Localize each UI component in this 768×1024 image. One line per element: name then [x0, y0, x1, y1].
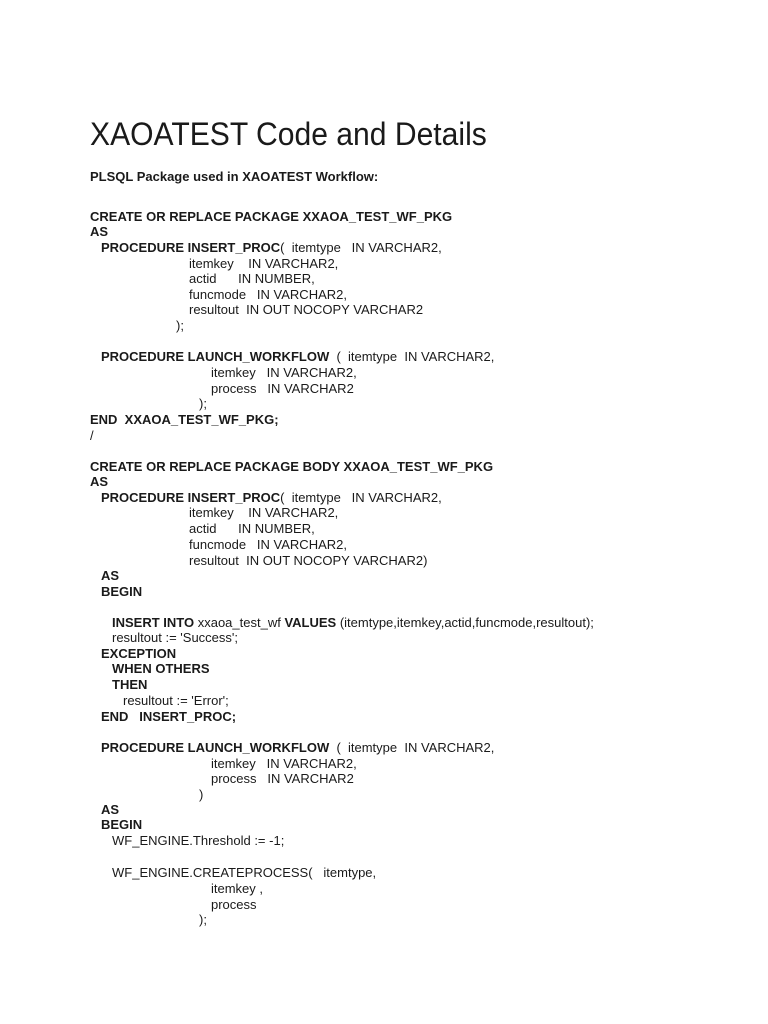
code-line — [189, 287, 347, 303]
code-line — [101, 709, 236, 725]
code-text: process IN VARCHAR2 — [211, 381, 354, 396]
code-keyword: BEGIN — [101, 817, 143, 832]
code-line — [101, 349, 494, 365]
code-text: funcmode IN VARCHAR2, — [189, 287, 347, 302]
code-keyword: PROCEDURE INSERT_PROC — [101, 240, 281, 255]
code-keyword: WHEN OTHERS — [112, 661, 210, 676]
code-line — [211, 365, 357, 381]
code-text: process — [211, 897, 257, 912]
code-line — [101, 584, 142, 600]
code-line — [112, 833, 284, 849]
code-text: ( itemtype IN VARCHAR2, — [329, 740, 495, 755]
code-text: actid IN NUMBER, — [189, 521, 315, 536]
code-line — [112, 630, 238, 646]
code-line — [101, 817, 142, 833]
document-subtitle: PLSQL Package used in XAOATEST Workflow: — [90, 169, 379, 184]
code-line — [112, 615, 594, 631]
code-line — [176, 318, 184, 334]
code-keyword: PROCEDURE INSERT_PROC — [101, 490, 281, 505]
code-line — [101, 802, 119, 818]
code-keyword: AS — [90, 474, 109, 489]
code-text: itemkey IN VARCHAR2, — [189, 505, 339, 520]
code-line — [101, 646, 176, 662]
code-text: resultout := 'Error'; — [123, 693, 229, 708]
code-text: resultout := 'Success'; — [112, 630, 238, 645]
code-text: process IN VARCHAR2 — [211, 771, 354, 786]
code-text: (itemtype,itemkey,actid,funcmode,resultout); — [336, 615, 594, 630]
code-keyword: BEGIN — [101, 584, 143, 599]
code-line — [199, 396, 207, 412]
code-keyword: AS — [101, 802, 120, 817]
code-keyword: AS — [90, 224, 109, 239]
code-text: ); — [199, 912, 207, 927]
code-line — [189, 537, 347, 553]
code-text: resultout IN OUT NOCOPY VARCHAR2) — [189, 553, 428, 568]
code-line — [189, 302, 423, 318]
code-line — [189, 505, 338, 521]
code-keyword: EXCEPTION — [101, 646, 177, 661]
code-keyword: END INSERT_PROC; — [101, 709, 237, 724]
code-line — [189, 553, 427, 569]
code-keyword: CREATE OR REPLACE PACKAGE XXAOA_TEST_WF_PKG — [90, 209, 453, 224]
code-text: itemkey , — [211, 881, 264, 896]
code-line — [90, 459, 493, 475]
code-text: WF_ENGINE.CREATEPROCESS( itemtype, — [112, 865, 377, 880]
code-line — [101, 568, 119, 584]
code-keyword: AS — [101, 568, 120, 583]
code-line — [90, 224, 108, 240]
code-line — [112, 661, 210, 677]
code-line — [90, 474, 108, 490]
document-title: XAOATEST Code and Details — [90, 116, 487, 152]
code-line — [199, 787, 203, 803]
code-keyword: PROCEDURE LAUNCH_WORKFLOW — [101, 349, 330, 364]
code-text: itemkey IN VARCHAR2, — [211, 365, 357, 380]
code-keyword: INSERT INTO — [112, 615, 195, 630]
code-keyword: VALUES — [284, 615, 337, 630]
code-line — [101, 240, 442, 256]
code-line — [189, 271, 315, 287]
code-text: actid IN NUMBER, — [189, 271, 315, 286]
code-text: ( itemtype IN VARCHAR2, — [280, 240, 442, 255]
code-line — [211, 381, 354, 397]
code-text: resultout IN OUT NOCOPY VARCHAR2 — [189, 302, 424, 317]
code-line — [189, 521, 315, 537]
code-keyword: CREATE OR REPLACE PACKAGE BODY XXAOA_TEST_WF_PKG — [90, 459, 494, 474]
code-text: ( itemtype IN VARCHAR2, — [280, 490, 442, 505]
code-text: xxaoa_test_wf — [194, 615, 285, 630]
code-text: funcmode IN VARCHAR2, — [189, 537, 347, 552]
code-text: itemkey IN VARCHAR2, — [211, 756, 357, 771]
code-line — [101, 490, 442, 506]
code-keyword: END XXAOA_TEST_WF_PKG; — [90, 412, 279, 427]
code-text: ); — [176, 318, 184, 333]
code-line — [211, 756, 357, 772]
code-line — [211, 881, 263, 897]
code-line — [90, 412, 279, 428]
code-text: / — [90, 428, 94, 443]
code-line — [90, 209, 452, 225]
code-text: ); — [199, 396, 207, 411]
code-text: ) — [199, 787, 204, 802]
code-line — [211, 897, 257, 913]
code-line — [112, 865, 376, 881]
code-text: WF_ENGINE.Threshold := -1; — [112, 833, 285, 848]
code-line — [189, 256, 338, 272]
code-text: ( itemtype IN VARCHAR2, — [329, 349, 495, 364]
code-keyword: THEN — [112, 677, 148, 692]
code-line — [199, 912, 207, 928]
code-line — [101, 740, 494, 756]
code-keyword: PROCEDURE LAUNCH_WORKFLOW — [101, 740, 330, 755]
code-line — [90, 428, 94, 444]
code-line — [112, 677, 147, 693]
code-line — [211, 771, 354, 787]
code-line — [123, 693, 229, 709]
code-text: itemkey IN VARCHAR2, — [189, 256, 339, 271]
